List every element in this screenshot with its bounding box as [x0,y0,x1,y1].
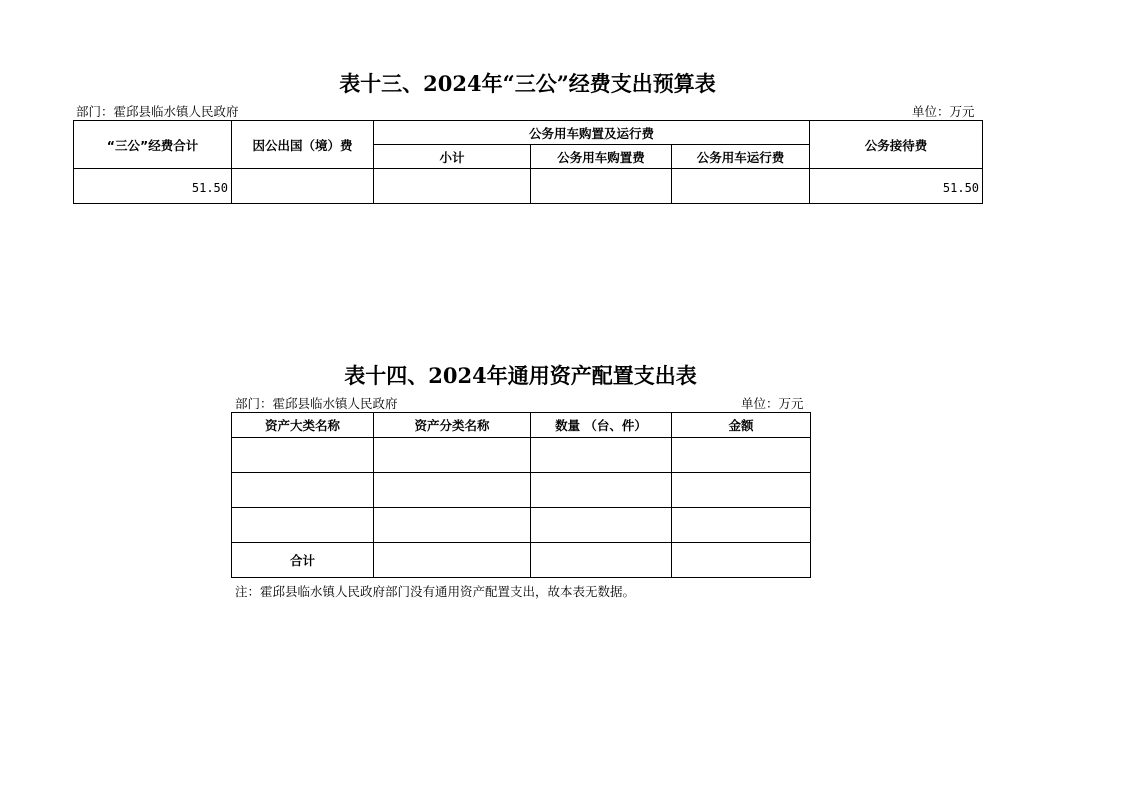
table-cell [531,438,672,473]
total-label: 合计 [232,543,374,578]
table13-unit: 单位：万元 [912,104,975,119]
table-cell [672,473,811,508]
table13 [73,120,983,204]
table14 [231,412,811,578]
header-asset-category: 资产大类名称 [232,413,374,438]
table-cell [531,508,672,543]
header-vehicle-group: 公务用车购置及运行费 [374,121,810,145]
table14-title: 表十四、2024年通用资产配置支出表 [344,363,697,388]
header-amount: 金额 [672,413,811,438]
table-cell [232,438,374,473]
cell-vehicle-operation [672,169,810,204]
cell-vehicle-purchase [531,169,672,204]
table-cell [672,508,811,543]
table-row [74,169,983,204]
header-asset-subcategory: 资产分类名称 [374,413,531,438]
table-cell [232,508,374,543]
table14-note: 注：霍邱县临水镇人民政府部门没有通用资产配置支出，故本表无数据。 [235,584,636,599]
table-row [232,508,811,543]
table-cell [531,543,672,578]
cell-abroad [232,169,374,204]
table-cell [374,508,531,543]
table14-department: 部门：霍邱县临水镇人民政府 [235,396,398,411]
cell-total: 51.50 [74,169,232,204]
table-cell [374,473,531,508]
table-cell [531,473,672,508]
table-cell [232,473,374,508]
table-cell [672,543,811,578]
header-quantity: 数量 （台、件） [531,413,672,438]
header-reception: 公务接待费 [810,121,983,169]
cell-subtotal [374,169,531,204]
total-row [232,543,811,578]
header-total: “三公”经费合计 [74,121,232,169]
table-row [232,473,811,508]
header-vehicle-purchase: 公务用车购置费 [531,145,672,169]
table14-unit: 单位：万元 [741,396,804,411]
table-row [232,438,811,473]
table-cell [374,543,531,578]
table-cell [374,438,531,473]
header-vehicle-operation: 公务用车运行费 [672,145,810,169]
header-abroad: 因公出国（境）费 [232,121,374,169]
table13-department: 部门：霍邱县临水镇人民政府 [76,104,239,119]
table13-title: 表十三、2024年“三公”经费支出预算表 [339,71,716,96]
cell-reception: 51.50 [810,169,983,204]
table-cell [672,438,811,473]
header-subtotal: 小计 [374,145,531,169]
